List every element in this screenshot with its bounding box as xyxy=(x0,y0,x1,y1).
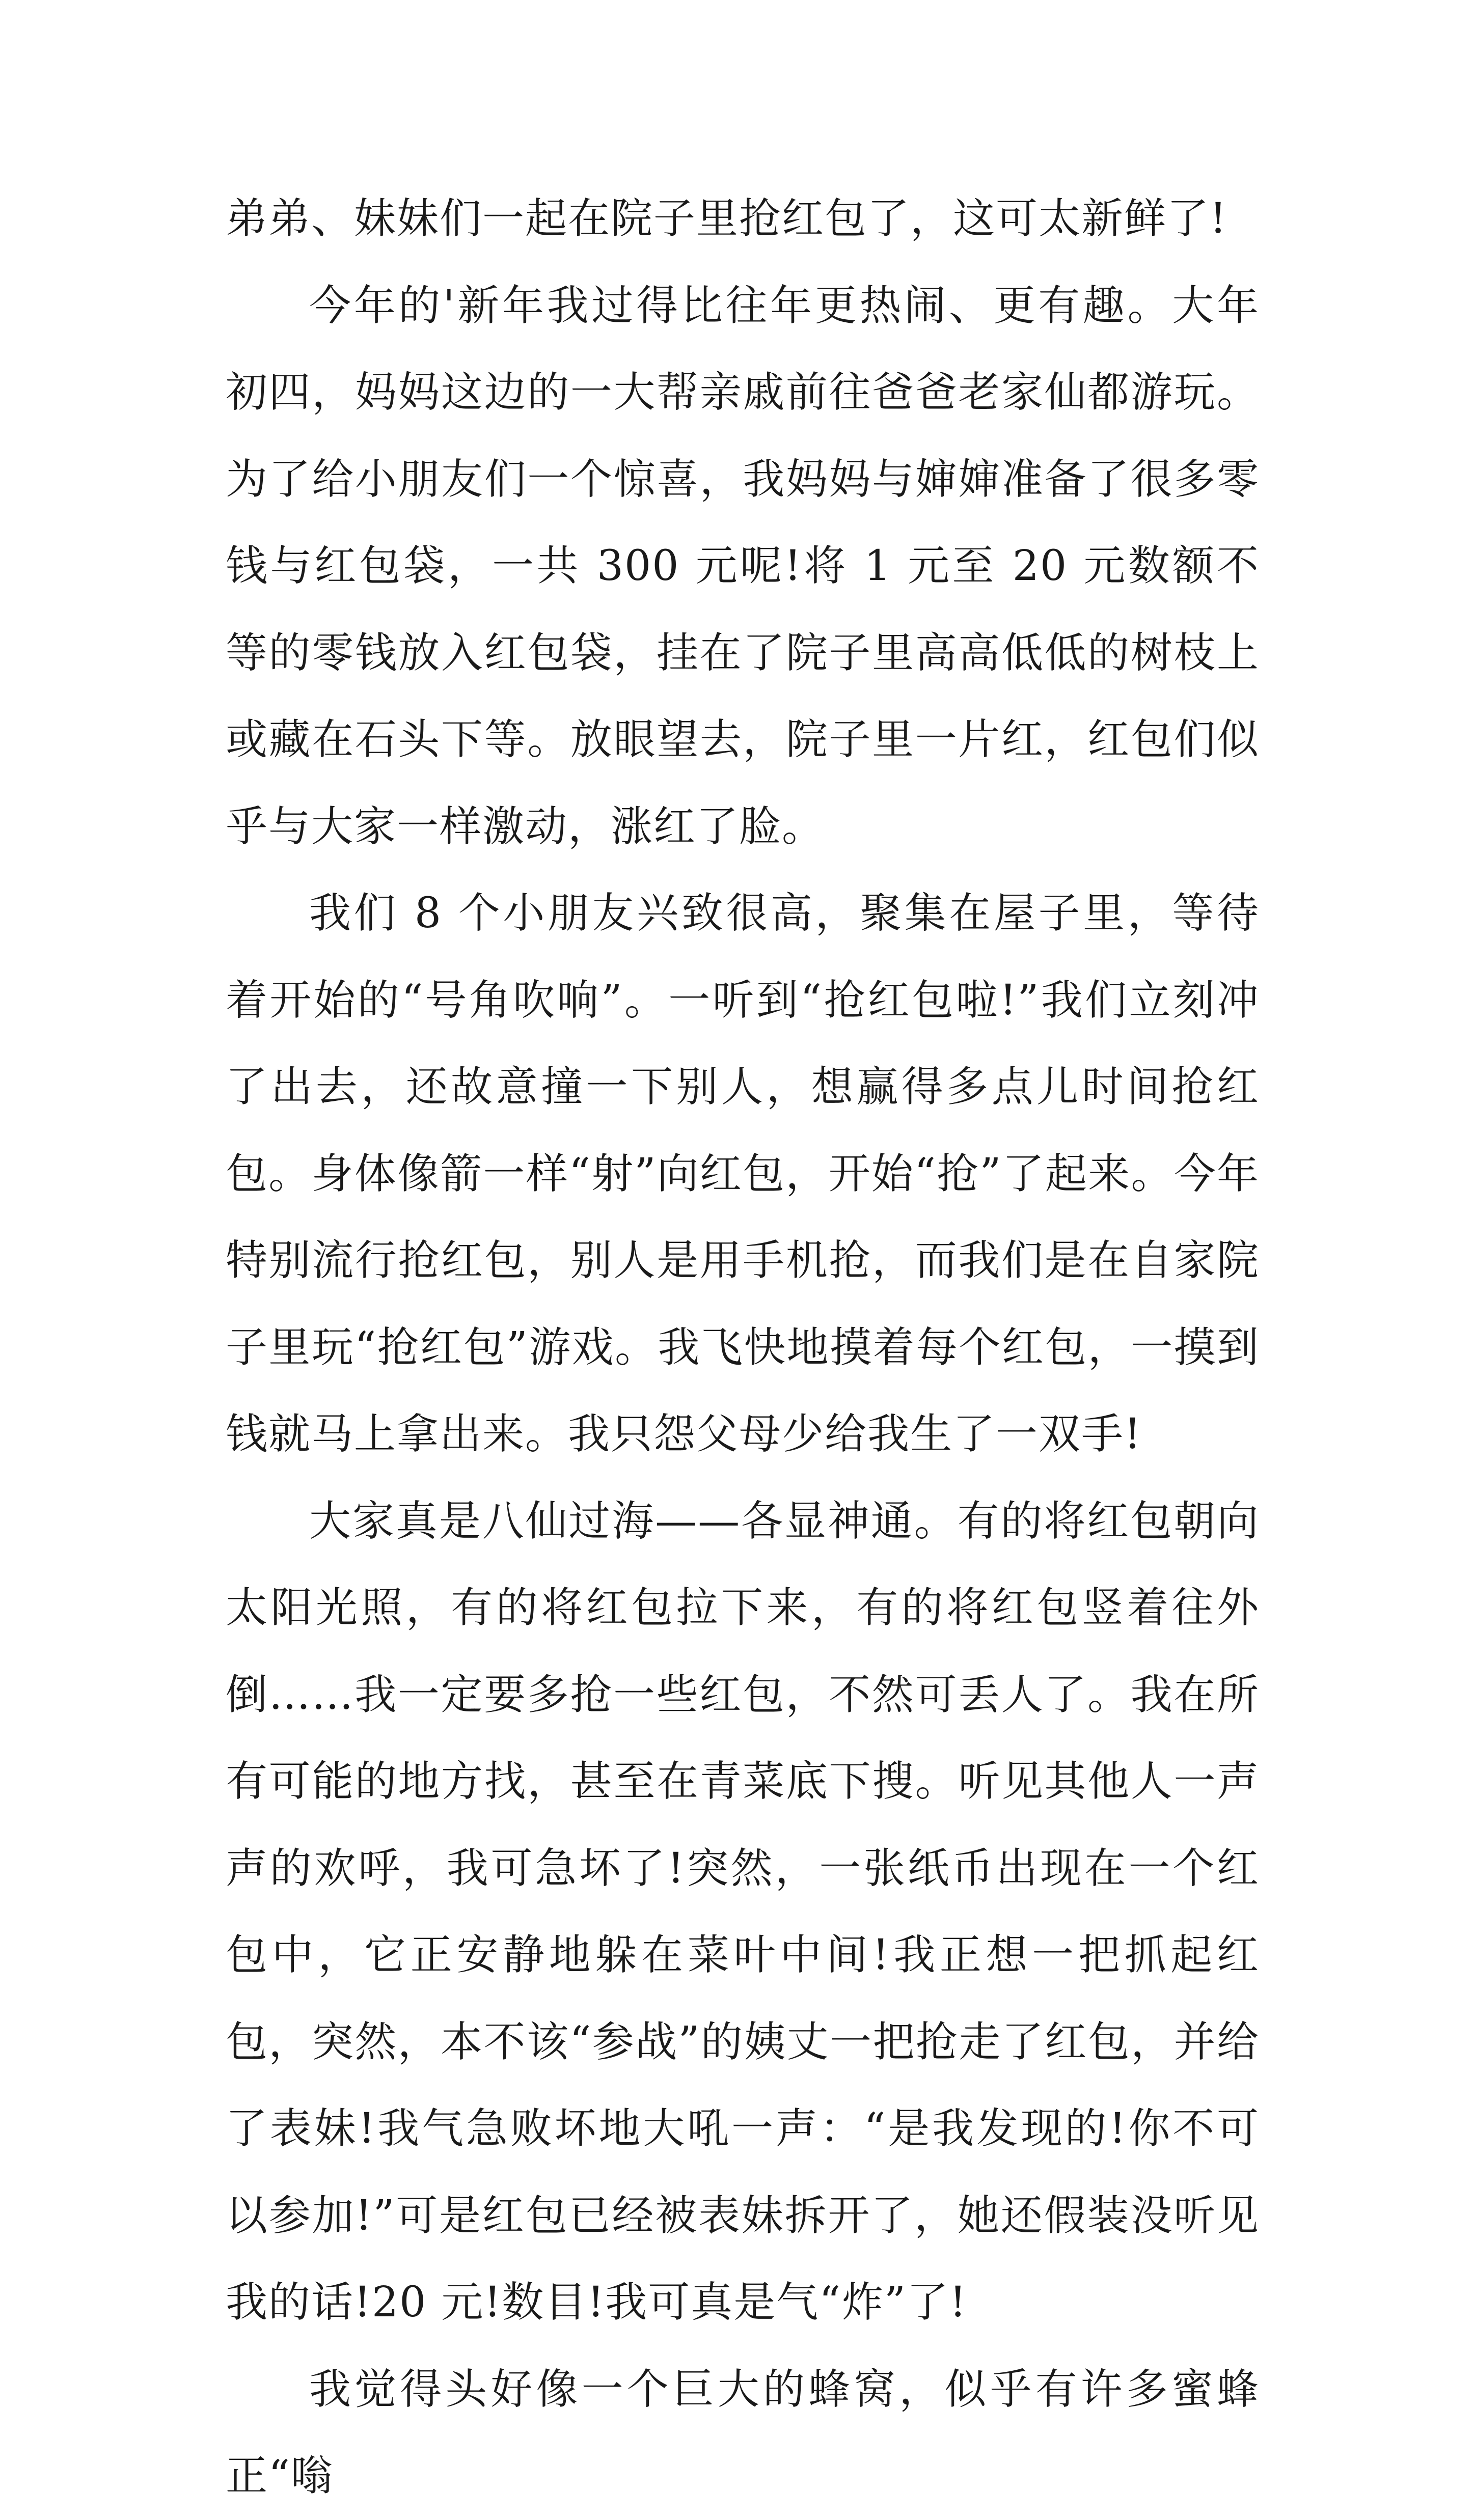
essay-body xyxy=(226,176,1260,2520)
paragraph-5: 我觉得头好像一个巨大的蜂窝，似乎有许多蜜蜂正“嗡 xyxy=(226,2365,1260,2500)
paragraph-4: 大家真是八仙过海——各显神通。有的将红包朝向太阳光照，有的将红包拉下来，有的将红包竖着往外倒……我一定要多抢一些红包，不然可丢人了。我在所有可能的地方找，甚至在青菜底下搜。听见其他人一声声的欢呼，我可急坏了!突然，一张纸币出现在一个红包中，它正安静地躲在菜叶中间!我正想一把抓起红包，突然，本不该“参战”的姨丈一把抢走了红包，并给了表妹!我气急败坏地大吼一声：“是我发现的!你不可以参加!”可是红包已经被表妹拆开了，她还假装没听见我的话!20 元!数目!我可真是气“炸”了! xyxy=(226,1497,1260,2327)
paragraph-3: 我们 8 个小朋友兴致很高，聚集在屋子里，等待着开始的“号角吹响”。一听到“抢红包啦!”我们立刻冲了出去，还故意撞一下别人，想赢得多点儿时间抢红包。身体像箭一样“射”向红包，开始“抢”了起来。今年特别流行抢红包，别人是用手机抢，而我们是在自家院子里玩“抢红包”游戏。我飞快地摸着每个红包，一摸到钱就马上拿出来。我只怨父母少给我生了一双手! xyxy=(226,889,1260,1458)
paragraph-1: 弟弟、妹妹们一起在院子里抢红包了，这可太新鲜了! xyxy=(226,195,1227,243)
paragraph-2: 今年的'新年我过得比往年更热闹、更有趣。大年初四，妈妈这边的一大帮亲戚前往爸爸老家仙都游玩。为了给小朋友们一个惊喜，我妈妈与婶婶准备了很多零钱与红包袋，一共 300 元呢!将 1 元至 20 元数额不等的零钱放入红包袋，挂在了院子里高高低低的树枝上或藏在石头下等。放眼望去，院子里一片红，红包们似乎与大家一样激动，涨红了脸。 xyxy=(226,281,1260,851)
